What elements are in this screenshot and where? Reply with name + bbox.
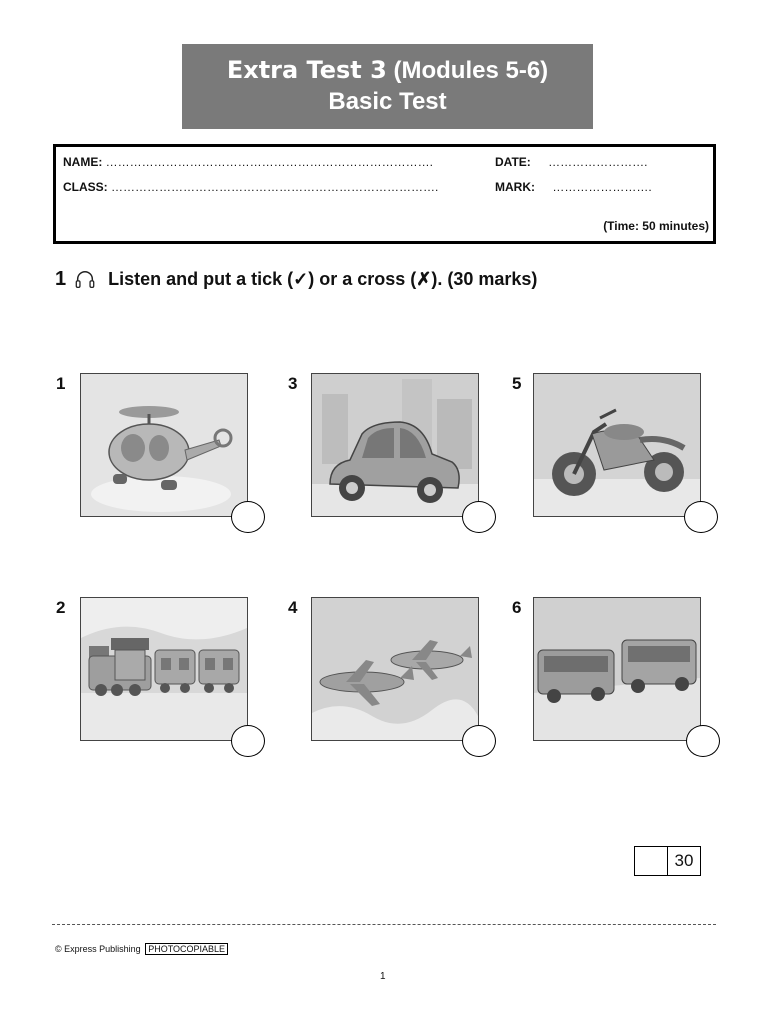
photocopiable-label: PHOTOCOPIABLE	[145, 943, 228, 955]
date-dots: …………………….	[548, 155, 648, 169]
item-number-6: 6	[512, 598, 522, 617]
name-label: NAME:	[63, 155, 103, 169]
test-title-modules: (Modules 5-6)	[386, 57, 549, 84]
task-instruction: Listen and put a tick (✓) or a cross (✗). (30 marks)	[108, 269, 538, 289]
headphones-icon	[74, 269, 96, 291]
answer-circle-6[interactable]	[686, 725, 720, 757]
answer-circle-4[interactable]	[462, 725, 496, 757]
item-number-1: 1	[56, 374, 66, 393]
date-field[interactable]	[495, 155, 647, 169]
class-field[interactable]	[63, 180, 438, 194]
item-number-5: 5	[512, 374, 522, 393]
score-total: 30	[674, 851, 694, 870]
date-label: DATE:	[495, 155, 531, 169]
answer-circle-5[interactable]	[684, 501, 718, 533]
footer	[55, 944, 228, 954]
task-number: 1	[55, 268, 67, 290]
answer-circle-2[interactable]	[231, 725, 265, 757]
item-number-2: 2	[56, 598, 66, 617]
item-number-4: 4	[288, 598, 298, 617]
picture-airplanes	[311, 597, 479, 741]
picture-train	[80, 597, 248, 741]
footer-divider	[52, 924, 716, 925]
test-title-banner	[182, 44, 593, 129]
class-dots: ……………………………………………………………………….	[111, 180, 439, 194]
mark-field[interactable]	[495, 180, 652, 194]
picture-helicopter	[80, 373, 248, 517]
task-heading	[55, 268, 537, 291]
mark-dots: …………………….	[552, 180, 652, 194]
picture-buses	[533, 597, 701, 741]
copyright-text: © Express Publishing	[55, 944, 141, 954]
picture-motorbike	[533, 373, 701, 517]
time-limit: (Time: 50 minutes)	[603, 219, 709, 233]
answer-circle-3[interactable]	[462, 501, 496, 533]
test-title-main: Extra Test 3	[226, 56, 387, 84]
score-input[interactable]	[635, 847, 668, 875]
test-title	[182, 54, 593, 87]
mark-label: MARK:	[495, 180, 535, 194]
test-subtitle: Basic Test	[328, 88, 447, 115]
class-label: CLASS:	[63, 180, 108, 194]
answer-circle-1[interactable]	[231, 501, 265, 533]
score-box	[634, 846, 701, 876]
item-number-3: 3	[288, 374, 298, 393]
picture-car	[311, 373, 479, 517]
name-field[interactable]	[63, 155, 433, 169]
name-dots: ……………………………………………………………………….	[105, 155, 434, 169]
student-info-box	[53, 144, 716, 244]
page-number: 1	[380, 971, 386, 982]
